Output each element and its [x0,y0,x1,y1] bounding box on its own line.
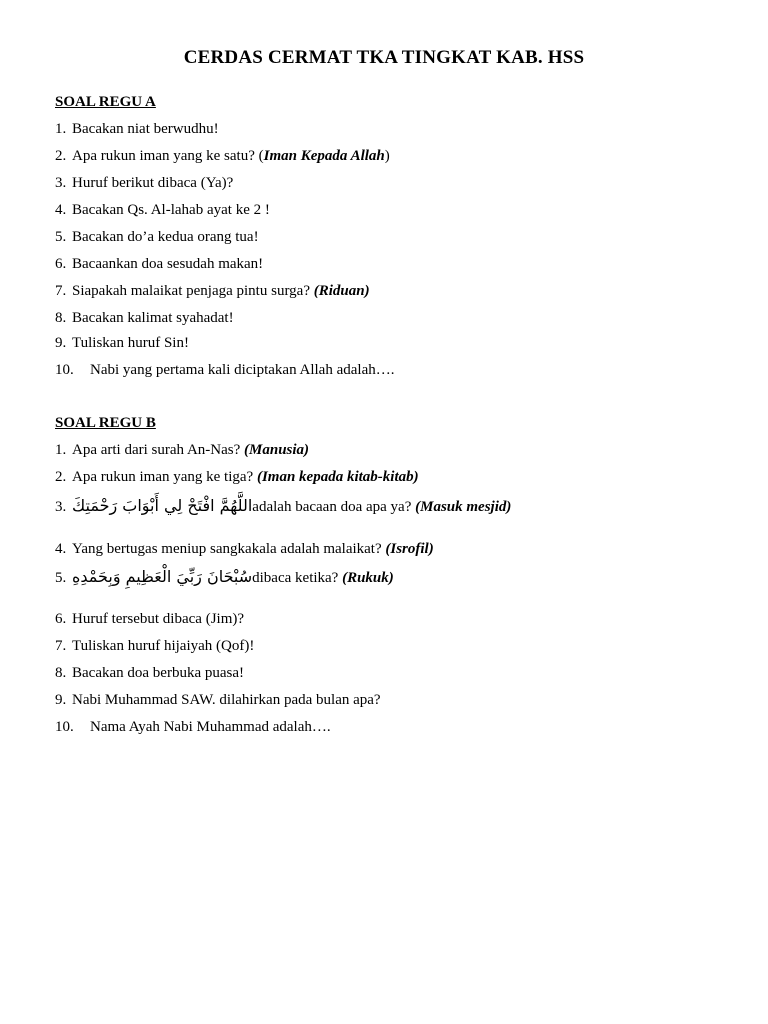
question-number: 6. [55,611,67,627]
question-text: Siapakah malaikat penjaga pintu surga? [72,283,314,299]
question-b-7 [55,637,254,655]
question-a-6 [55,255,263,273]
question-b-3 [55,497,511,516]
question-answer: (Isrofil) [385,541,434,557]
question-text: Nabi yang pertama kali diciptakan Allah adalah…. [90,362,395,378]
question-text: Yang bertugas meniup sangkakala adalah malaikat? [72,541,386,557]
question-text: Apa arti dari surah An-Nas? [72,442,245,458]
question-a-2 [55,147,390,165]
question-suffix: ) [384,148,390,164]
question-number: 9. [55,335,67,351]
question-b-9 [55,691,381,709]
question-a-1 [55,120,219,138]
question-number: 2. [55,148,67,164]
question-a-4 [55,201,270,219]
question-text: dibaca ketika? [252,570,343,586]
question-number: 5. [55,570,67,586]
question-a-5 [55,228,259,246]
question-text: Nabi Muhammad SAW. dilahirkan pada bulan apa? [72,692,381,708]
section-a-heading: SOAL REGU A [55,94,156,110]
section-b-heading: SOAL REGU B [55,415,156,431]
question-number: 10. [55,362,74,378]
page-title: CERDAS CERMAT TKA TINGKAT KAB. HSS [183,47,585,68]
question-text: Huruf berikut dibaca (Ya)? [72,175,234,191]
question-a-8 [55,309,234,327]
question-b-10 [55,718,331,736]
question-text: Bacakan do’a kedua orang tua! [72,229,259,245]
question-number: 1. [55,121,67,137]
question-a-3 [55,174,233,192]
question-text: Bacakan Qs. Al-lahab ayat ke 2 ! [72,202,270,218]
question-answer: (Rukuk) [342,570,394,586]
question-number: 7. [55,638,67,654]
question-number: 8. [55,665,67,681]
question-answer: Iman Kepada Allah [263,148,385,164]
question-b-4 [55,540,434,558]
question-answer: (Iman kepada kitab-kitab) [256,469,419,485]
question-number: 2. [55,469,67,485]
question-b-2 [55,468,419,486]
question-answer: (Manusia) [244,442,310,458]
question-a-7 [55,282,370,300]
question-answer: (Masuk mesjid) [415,499,512,515]
question-text: Tuliskan huruf hijaiyah (Qof)! [72,638,255,654]
question-answer: (Riduan) [313,283,370,299]
question-text: adalah bacaan doa apa ya? [252,499,416,515]
arabic-tasbih-text: سُبْحَانَ رَبِّيَ الْعَظِيمِ وَبِحَمْدِهِ [72,567,253,586]
question-number: 10. [55,719,74,735]
question-text: Huruf tersebut dibaca (Jim)? [72,611,245,627]
question-text: Nama Ayah Nabi Muhammad adalah…. [90,719,331,735]
arabic-prayer-text: اللَّهُمَّ افْتَحْ لِي أَبْوَابَ رَحْمَتِكَ [72,496,253,515]
question-a-9 [55,334,189,352]
question-number: 8. [55,310,67,326]
question-b-6 [55,610,244,628]
question-text: Bacaankan doa sesudah makan! [72,256,264,272]
question-number: 3. [55,499,67,515]
question-number: 7. [55,283,67,299]
question-number: 6. [55,256,67,272]
question-text: Bacakan kalimat syahadat! [72,310,234,326]
question-text: Apa rukun iman yang ke tiga? [72,469,257,485]
question-b-1 [55,441,309,459]
question-a-10 [55,361,394,379]
question-number: 5. [55,229,67,245]
question-text: Apa rukun iman yang ke satu? ( [72,148,264,164]
question-number: 4. [55,541,67,557]
question-b-5 [55,568,394,587]
question-number: 3. [55,175,67,191]
question-text: Bacakan doa berbuka puasa! [72,665,245,681]
question-number: 9. [55,692,67,708]
question-text: Bacakan niat berwudhu! [72,121,219,137]
question-b-8 [55,664,244,682]
question-number: 1. [55,442,67,458]
question-number: 4. [55,202,67,218]
question-text: Tuliskan huruf Sin! [72,335,189,351]
